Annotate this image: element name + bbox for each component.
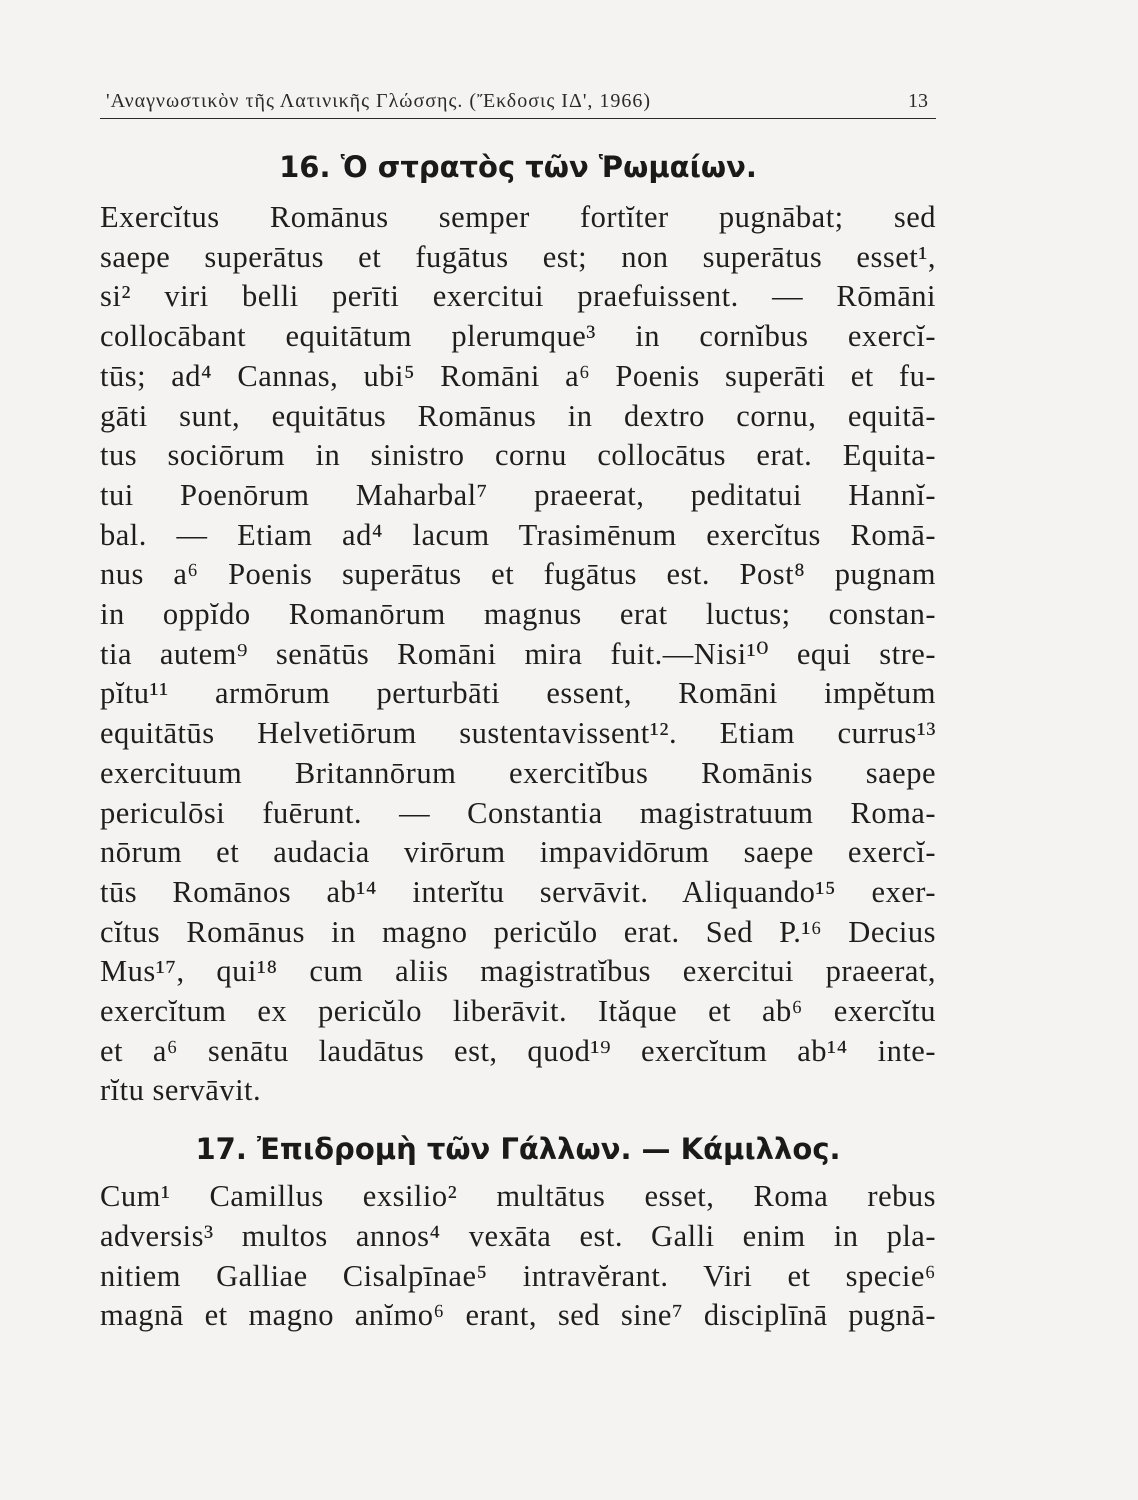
text-line: et a⁶ senātu laudātus est, quod¹⁹ exercĭtum ab¹⁴ inte- [100, 1033, 936, 1068]
section-16-heading: 16. Ὁ στρατὸς τῶν Ῥωμαίων. [279, 150, 757, 184]
text-line: periculōsi fuērunt. — Constantia magistratuum Roma- [100, 795, 936, 830]
text-line: saepe superātus et fugātus est; non superātus esset¹, [100, 239, 936, 274]
text-line: collocābant equitātum plerumque³ in cornĭbus exercĭ- [100, 319, 936, 354]
running-title: 'Αναγνωστικὸν τῆς Λατινικῆς Γλώσσης. (Ἔκδοσις ΙΔ', 1966) [106, 90, 652, 112]
text-line: tui Poenōrum Maharbal⁷ praeerat, peditatui Hannĭ- [100, 477, 936, 512]
section-17-heading: 17. Ἐπιδρομὴ τῶν Γάλλων. — Κάμιλλος. [195, 1132, 841, 1167]
text-line: Cum¹ Camillus exsilio² multātus esset, Roma rebus [100, 1179, 936, 1214]
text-line: nus a⁶ Poenis superātus et fugātus est. Post⁸ pugnam [100, 557, 936, 592]
text-line: equitātūs Helvetiōrum sustentavissent¹². Etiam currus¹³ [100, 716, 936, 751]
text-line: tia autem⁹ senātūs Romāni mira fuit.—Nisi¹⁰ equi stre- [100, 636, 936, 671]
text-line: pĭtu¹¹ armōrum perturbāti essent, Romāni impĕtum [100, 676, 936, 711]
text-line: tūs; ad⁴ Cannas, ubi⁵ Romāni a⁶ Poenis superāti et fu- [100, 358, 936, 393]
text-line: Exercĭtus Romānus semper fortĭter pugnābat; sed [100, 200, 936, 234]
section-16-paragraph [100, 198, 936, 1111]
text-line: tus sociōrum in sinistro cornu collocātus erat. Equita- [100, 438, 936, 473]
text-line: tūs Romānos ab¹⁴ interĭtu servāvit. Aliquando¹⁵ exer- [100, 874, 936, 909]
text-line: in oppĭdo Romanōrum magnus erat luctus; constan- [100, 597, 936, 632]
text-line: Mus¹⁷, qui¹⁸ cum aliis magistratĭbus exercitui praeerat, [100, 954, 936, 989]
text-line: bal. — Etiam ad⁴ lacum Trasimēnum exercĭtus Romā- [100, 517, 936, 552]
page-number: 13 [908, 90, 928, 112]
text-line: exercituum Britannōrum exercitĭbus Romānis saepe [100, 755, 936, 790]
section-17-paragraph [100, 1177, 936, 1336]
text-line: nitiem Galliae Cisalpīnae⁵ intravĕrant. Viri et specie⁶ [100, 1258, 936, 1293]
text-line: gāti sunt, equitātus Romānus in dextro cornu, equitā- [100, 398, 936, 433]
text-line: nōrum et audacia virōrum impavidōrum saepe exercĭ- [100, 835, 936, 870]
text-line: rĭtu servāvit. [100, 1073, 262, 1108]
text-line: adversis³ multos annos⁴ vexāta est. Galli enim in pla- [100, 1218, 936, 1253]
text-line: si² viri belli perīti exercitui praefuissent. — Rōmāni [100, 279, 936, 314]
book-page [100, 56, 936, 1336]
text-line: exercĭtum ex pericŭlo liberāvit. Ităque et ab⁶ exercĭtu [100, 994, 936, 1029]
text-line: cĭtus Romānus in magno pericŭlo erat. Sed P.¹⁶ Decius [100, 914, 936, 949]
running-header [100, 56, 936, 119]
text-line: magnā et magno anĭmo⁶ erant, sed sine⁷ disciplīnā pugnā- [100, 1298, 936, 1333]
